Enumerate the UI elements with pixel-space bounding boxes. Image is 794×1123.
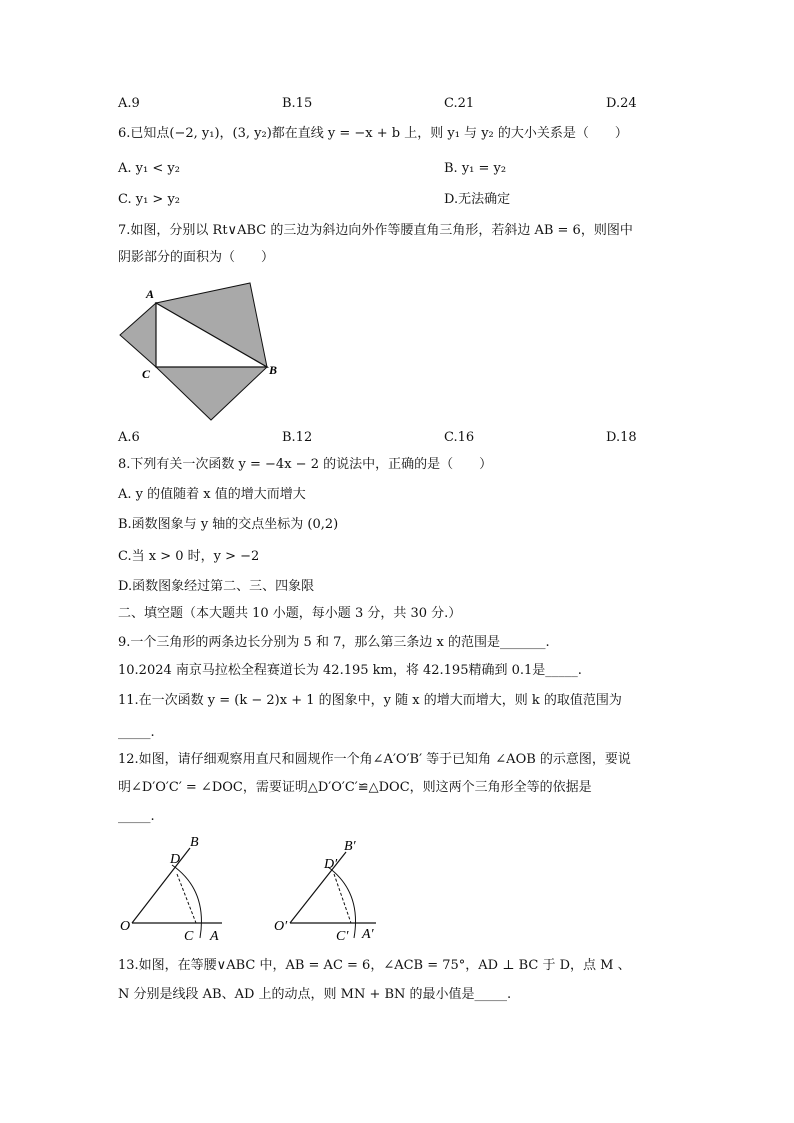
q12-left-label-b: B (190, 835, 199, 850)
q7-stem-line2: 阴影部分的面积为（ ） (118, 250, 275, 265)
q8-option-b: B.函数图象与 y 轴的交点坐标为 (0,2) (118, 517, 339, 532)
q7-stem-line1: 7.如图，分别以 Rt∨ABC 的三边为斜边向外作等腰直角三角形，若斜边 AB = 6，则图中 (118, 223, 633, 238)
q11-stem-line2: _____. (118, 725, 155, 740)
q12-left-angle (120, 835, 222, 944)
q12-stem-line1: 12.如图，请仔细观察用直尺和圆规作一个角∠A′O′B′ 等于已知角 ∠AOB 的示意图，要说 (118, 752, 631, 767)
q12-stem-line2: 明∠D′O′C′ = ∠DOC，需要证明△D′O′C′≌△DOC，则这两个三角形全等的依据是 (118, 780, 592, 795)
q7-label-b: B (269, 363, 278, 377)
q6-stem: 6.已知点(−2, y₁)，(3, y₂)都在直线 y = −x + b 上，则 y₁ 与 y₂ 的大小关系是（ ） (118, 126, 628, 141)
q12-left-label-d: D (170, 852, 181, 867)
q8-option-d: D.函数图象经过第二、三、四象限 (118, 579, 315, 594)
q12-right-angle (274, 839, 376, 944)
q12-left-label-c: C (184, 929, 194, 944)
q7-option-a: A.6 (118, 430, 140, 445)
q13-stem-line2: N 分别是线段 AB、AD 上的动点，则 MN + BN 的最小值是_____. (118, 987, 512, 1002)
q12-right-label-o: O′ (274, 919, 288, 934)
q12-left-label-a: A (210, 929, 219, 944)
q8-option-a: A. y 的值随着 x 值的增大而增大 (118, 487, 306, 502)
q13-stem-line1: 13.如图，在等腰∨ABC 中，AB = AC = 6，∠ACB = 75°，AD ⊥ BC 于 D，点 M 、 (118, 958, 631, 973)
q11-stem-line1: 11.在一次函数 y = (k − 2)x + 1 的图象中，y 随 x 的增大而增大，则 k 的取值范围为 (118, 693, 622, 708)
q10-stem: 10.2024 南京马拉松全程赛道长为 42.195 km，将 42.195精确到 0.1是_____. (118, 663, 582, 678)
q12-stem-line3: _____. (118, 809, 155, 824)
q7-figure (110, 280, 300, 425)
q5-option-c: C.21 (444, 96, 475, 111)
q7-shaded-triangle-ac (120, 303, 156, 367)
q9-stem: 9.一个三角形的两条边长分别为 5 和 7，那么第三条边 x 的范围是_______. (118, 635, 550, 650)
q12-right-label-b: B′ (344, 839, 356, 854)
section-fill-in-title: 二、填空题（本大题共 10 小题，每小题 3 分，共 30 分.） (118, 606, 462, 621)
q8-option-c: C.当 x > 0 时，y > −2 (118, 549, 260, 564)
q12-left-label-o: O (120, 919, 131, 934)
q12-right-label-d: D′ (324, 857, 338, 872)
q6-option-d: D.无法确定 (444, 192, 511, 207)
q7-option-c: C.16 (444, 430, 475, 445)
q6-option-a: A. y₁ < y₂ (118, 161, 180, 176)
q12-right-label-c: C′ (336, 929, 349, 944)
q12-figure (110, 830, 400, 948)
q7-label-c: C (142, 367, 151, 381)
q12-right-label-a: A′ (362, 927, 374, 942)
q5-option-d: D.24 (606, 96, 637, 111)
q7-option-d: D.18 (606, 430, 637, 445)
q5-option-a: A.9 (118, 96, 140, 111)
q5-option-b: B.15 (282, 96, 313, 111)
q7-option-b: B.12 (282, 430, 313, 445)
q6-option-b: B. y₁ = y₂ (444, 161, 507, 176)
q6-option-c: C. y₁ > y₂ (118, 192, 181, 207)
q7-label-a: A (146, 287, 155, 301)
q7-shaded-triangle-cb (156, 367, 267, 420)
q8-stem: 8.下列有关一次函数 y = −4x − 2 的说法中，正确的是（ ） (118, 457, 493, 472)
